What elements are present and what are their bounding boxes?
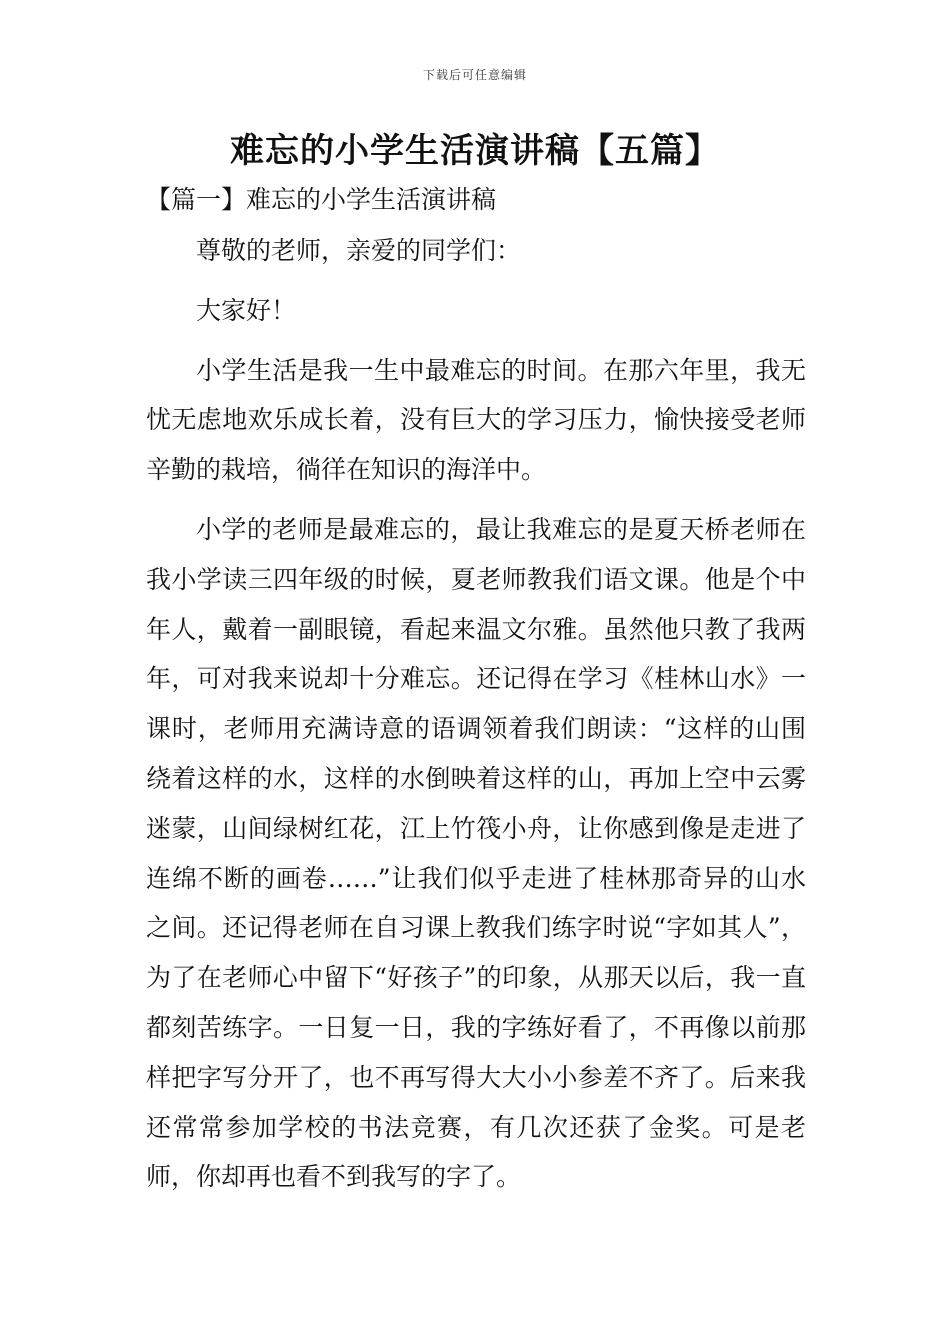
greeting-paragraph: 大家好！ — [196, 295, 297, 325]
header-note: 下载后可任意编辑 — [422, 68, 527, 82]
document-title: 难忘的小学生活演讲稿【五篇】 — [230, 131, 720, 171]
body-paragraph: 小学的老师是最难忘的，最让我难忘的是夏天桥老师在我小学读三四年级的时候，夏老师教我们语文课。他是个中年人，戴着一副眼镜，看起来温文尔雅。虽然他只教了我两年，可对我来说却十分难忘。还记得在学习《桂林山水》一课时，老师用充满诗意的语调领着我们朗读：“这样的山围绕着这样的水，这样的水倒映着这样的山，再加上空中云雾迷蒙，山间绿树红花，江上竹筏小舟，让你感到像是走进了连绵不断的画卷……”让我们似乎走进了桂林那奇异的山水之间。还记得老师在自习课上教我们练字时说“字如其人”，为了在老师心中留下“好孩子”的印象，从那天以后，我一直都刻苦练字。一日复一日，我的字练好看了，不再像以前那样把字写分开了，也不再写得大大小小参差不齐了。后来我还常常参加学校的书法竞赛，有几次还获了金奖。可是老师，你却再也看不到我写的字了。 — [146, 514, 806, 1192]
body-paragraph: 小学生活是我一生中最难忘的时间。在那六年里，我无忧无虑地欢乐成长着，没有巨大的学习压力，愉快接受老师辛勤的栽培，徜徉在知识的海洋中。 — [146, 355, 806, 485]
document-body — [146, 226, 806, 1212]
salutation-paragraph: 尊敬的老师，亲爱的同学们： — [196, 236, 522, 265]
section-heading: 【篇一】难忘的小学生活演讲稿 — [146, 185, 497, 214]
